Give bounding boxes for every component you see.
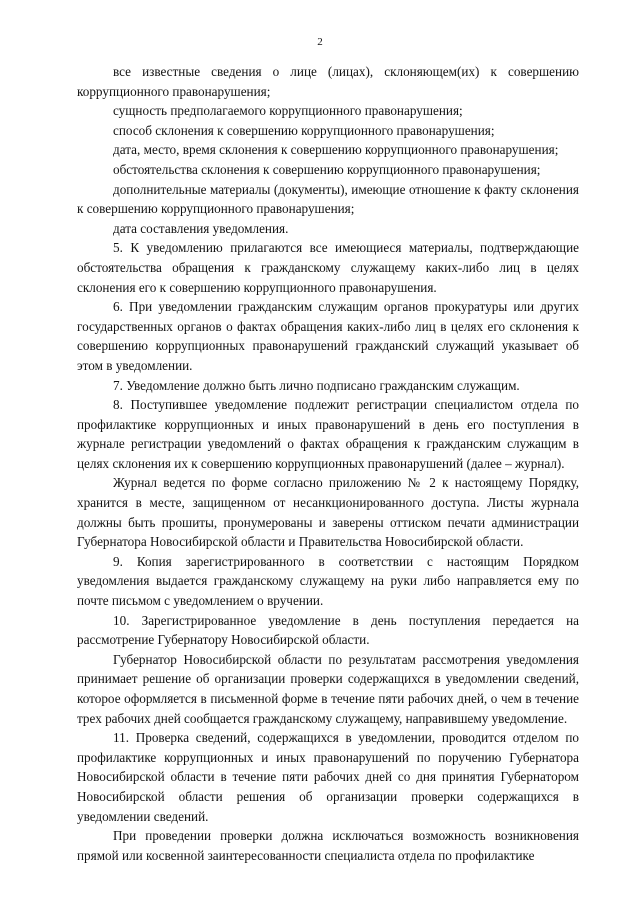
- page-number: 2: [317, 36, 323, 48]
- paragraph: 6. При уведомлении гражданским служащим органов прокуратуры или других государственных органов о фактах обращения каких-либо лиц в целях его склонения к совершению коррупционных правонарушений гражданский служащий указывает об этом в уведомлении.: [77, 299, 579, 373]
- paragraph: 7. Уведомление должно быть лично подписано гражданским служащим.: [113, 377, 520, 393]
- paragraph: все известные сведения о лице (лицах), склоняющем(их) к совершению коррупционного правонарушения;: [77, 64, 579, 99]
- paragraph: 5. К уведомлению прилагаются все имеющиеся материалы, подтверждающие обстоятельства обращения к гражданскому служащему каких-либо лиц в целях склонения его к совершению коррупционного правонарушения.: [77, 240, 579, 295]
- paragraph: Губернатор Новосибирской области по результатам рассмотрения уведомления принимает решение об организации проверки содержащихся в уведомлении сведений, которое оформляется в письменной форме в течение пяти рабочих дней, о чем в течение трех рабочих дней сообщается гражданскому служащему, направившему уведомление.: [77, 651, 579, 726]
- paragraph: дата, место, время склонения к совершению коррупционного правонарушения;: [113, 142, 559, 158]
- paragraph: Журнал ведется по форме согласно приложению № 2 к настоящему Порядку, хранится в месте, защищенном от несанкционированного доступа. Листы журнала должны быть прошиты, пронумерованы и заверены оттиском печати администрации Губернатора Новосибирской области и Правительства Новосибирской области.: [77, 475, 579, 550]
- paragraph: дополнительные материалы (документы), имеющие отношение к факту склонения к совершению коррупционного правонарушения;: [77, 181, 579, 217]
- paragraph: 8. Поступившее уведомление подлежит регистрации специалистом отдела по профилактике коррупционных и иных правонарушений в день его поступления в журнале регистрации уведомлений о фактах обращения к гражданским служащим в целях склонения их к совершению коррупционных правонарушений (далее – журнал).: [77, 397, 579, 471]
- paragraph: дата составления уведомления.: [113, 220, 289, 236]
- paragraph: 11. Проверка сведений, содержащихся в уведомлении, проводится отделом по профилактике коррупционных и иных правонарушений по поручению Губернатора Новосибирской области в течение пяти рабочих дней со дня принятия Губернатором Новосибирской области решения об организации проверки содержащихся в уведомлении сведений.: [77, 730, 579, 824]
- paragraph: При проведении проверки должна исключаться возможность возникновения прямой или косвенной заинтересованности специалиста отдела по профилактике: [77, 828, 579, 863]
- paragraph: 10. Зарегистрированное уведомление в день поступления передается на рассмотрение Губернатору Новосибирской области.: [77, 612, 579, 648]
- document-body: [77, 62, 579, 865]
- paragraph: способ склонения к совершению коррупционного правонарушения;: [113, 122, 495, 138]
- paragraph: 9. Копия зарегистрированного в соответствии с настоящим Порядком уведомления выдается гражданскому служащему на руки либо направляется ему по почте письмом с уведомлением о вручении.: [77, 553, 579, 609]
- paragraph: обстоятельства склонения к совершению коррупционного правонарушения;: [113, 161, 541, 177]
- paragraph: сущность предполагаемого коррупционного правонарушения;: [113, 103, 463, 119]
